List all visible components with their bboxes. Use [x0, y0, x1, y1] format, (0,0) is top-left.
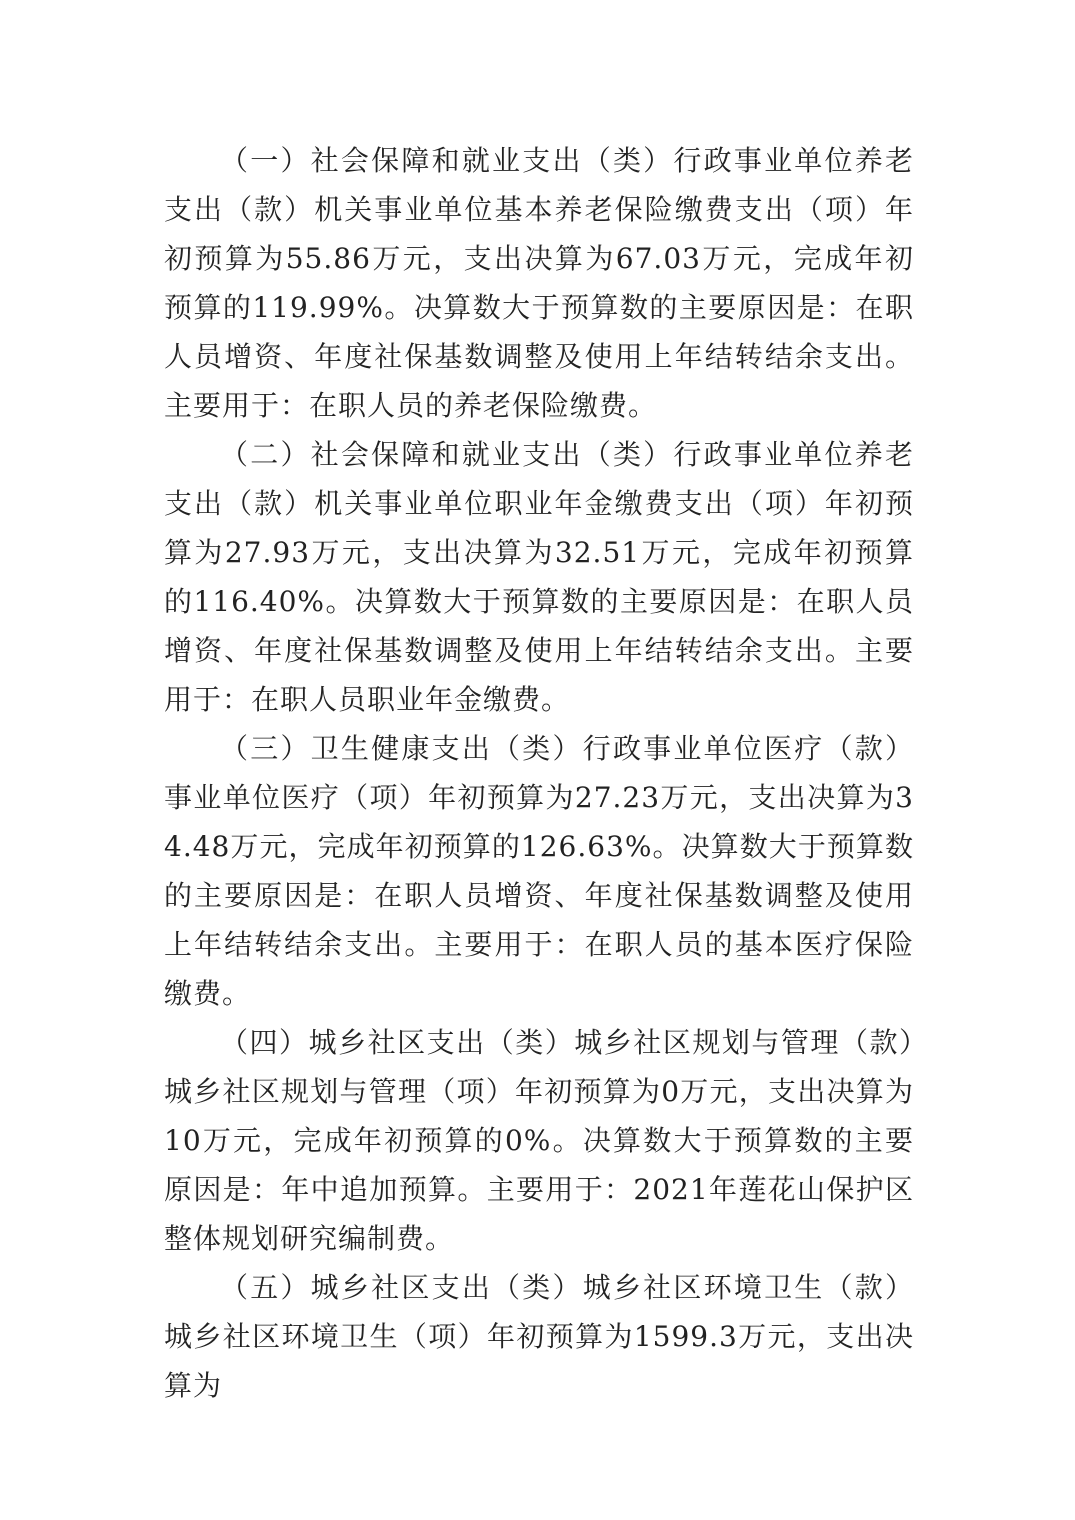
paragraph-occupational-annuity: （二）社会保障和就业支出（类）行政事业单位养老支出（款）机关事业单位职业年金缴费支出（项）年初预算为27.93万元，支出决算为32.51万元，完成年初预算的116.40%。决算数大于预算数的主要原因是：在职人员增资、年度社保基数调整及使用上年结转结余支出。主要用于：在职人员职业年金缴费。: [164, 438, 914, 716]
paragraph-community-sanitation: （五）城乡社区支出（类）城乡社区环境卫生（款）城乡社区环境卫生（项）年初预算为1599.3万元，支出决算为: [164, 1271, 914, 1402]
document-body: [164, 136, 914, 1410]
paragraph-medical-insurance: （三）卫生健康支出（类）行政事业单位医疗（款）事业单位医疗（项）年初预算为27.23万元，支出决算为34.48万元，完成年初预算的126.63%。决算数大于预算数的主要原因是：在职人员增资、年度社保基数调整及使用上年结转结余支出。主要用于：在职人员的基本医疗保险缴费。: [164, 732, 914, 1010]
paragraph-community-planning: （四）城乡社区支出（类）城乡社区规划与管理（款）城乡社区规划与管理（项）年初预算为0万元，支出决算为10万元，完成年初预算的0%。决算数大于预算数的主要原因是：年中追加预算。主要用于：2021年莲花山保护区整体规划研究编制费。: [164, 1026, 914, 1255]
paragraph-pension-insurance: （一）社会保障和就业支出（类）行政事业单位养老支出（款）机关事业单位基本养老保险缴费支出（项）年初预算为55.86万元，支出决算为67.03万元，完成年初预算的119.99%。决算数大于预算数的主要原因是：在职人员增资、年度社保基数调整及使用上年结转结余支出。主要用于：在职人员的养老保险缴费。: [164, 144, 914, 422]
